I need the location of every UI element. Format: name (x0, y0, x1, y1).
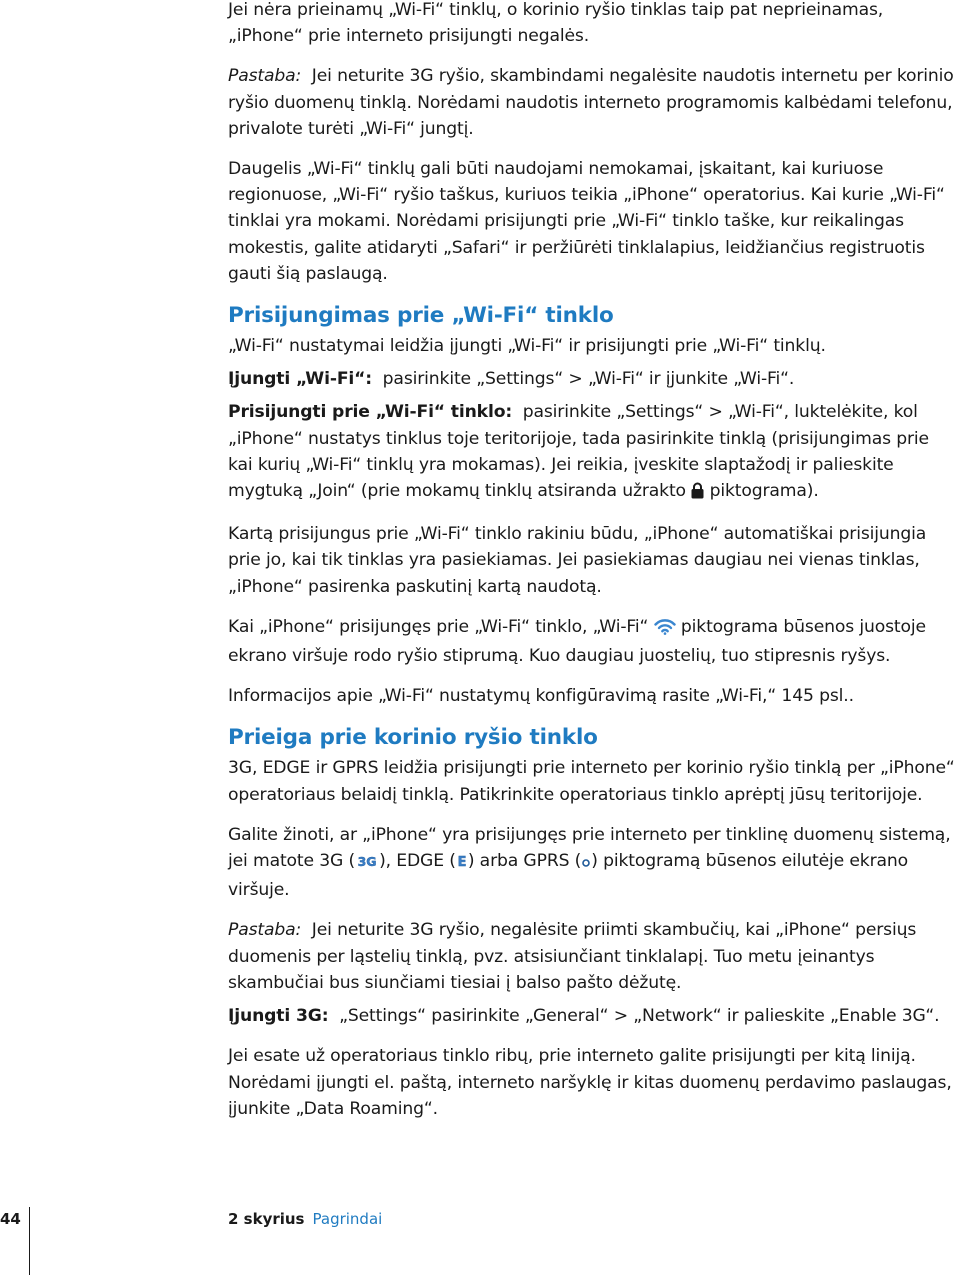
instruction-label: Įjungti 3G: (228, 1006, 329, 1027)
paragraph-note-cellular-calls (228, 917, 958, 996)
note-text: Jei neturite 3G ryšio, negalėsite priimti skambučių, kai „iPhone“ persiųs duomenis per ląstelių tinklą, pvz. atsisiunčiant tinklalapį. Tuo metu įeinantys skambučiai bus siunčiami tiesiai į balso pašto dėžutę. (228, 920, 917, 993)
lock-icon (691, 481, 704, 507)
paragraph-auto-join: Kartą prisijungus prie „Wi-Fi“ tinklo rakiniu būdu, „iPhone“ automatiškai prisijungia prie jo, kai tik tinklas yra pasiekiamas. Jei pasiekiamas daugiau nei vienas tinklas, „iPhone“ pasirenka paskutinį kartą naudotą. (228, 524, 927, 597)
paragraph-data-roaming: Jei esate už operatoriaus tinklo ribų, prie interneto galite prisijungti per kitą liniją. Norėdami įjungti el. paštą, interneto naršyklę ir kitas duomenų perdavimo paslaugas, įjunkite „Data Roaming“. (228, 1046, 952, 1119)
instruction-turn-on-wifi (228, 366, 958, 392)
paragraph-status-icons (228, 822, 958, 904)
page-content (228, 0, 958, 1136)
instruction-text: pasirinkite „Settings“ > „Wi-Fi“ ir įjunkite „Wi-Fi“. (382, 369, 795, 390)
signal-text-start: Kai „iPhone“ prisijungęs prie „Wi-Fi“ tinklo, „Wi-Fi“ (228, 616, 649, 637)
instruction-text: „Settings“ pasirinkite „General“ > „Network“ ir palieskite „Enable 3G“. (339, 1006, 940, 1027)
footer-divider (29, 1207, 30, 1275)
status-text-1: Galite žinoti, ar „iPhone“ yra prisijungęs prie interneto per tinklinę duomenų sistemą, jei matote 3G ( (228, 824, 951, 872)
instruction-label: Įjungti „Wi-Fi“: (228, 369, 373, 390)
instruction-join-network (228, 399, 958, 507)
gprs-icon (581, 851, 591, 877)
edge-icon-label: E (457, 855, 467, 870)
paragraph-cellular-intro: 3G, EDGE ir GPRS leidžia prisijungti prie interneto per korinio ryšio tinklą per „iPhone“ operatoriaus belaidį tinklą. Patikrinkite operatoriaus tinklo aprėptį jūsų teritorijoje. (228, 758, 955, 805)
status-text-4: ) piktogramą būsenos eilutėje ekrano viršuje. (228, 851, 908, 901)
chapter-name: Pagrindai (312, 1210, 383, 1228)
3g-icon-label: 3G (357, 854, 377, 870)
note-label: Pastaba: (228, 920, 302, 941)
paragraph-note-3g-calls (228, 63, 958, 142)
3g-icon (355, 851, 379, 877)
paragraph-no-network: Jei nėra prieinamų „Wi-Fi“ tinklų, o korinio ryšio tinklas taip pat neprieinamas, „iPhone“ prie interneto prisijungti negalės. (228, 0, 884, 47)
instruction-text-end: piktograma). (709, 481, 819, 502)
page-number: 44 (0, 1210, 21, 1228)
instruction-enable-3g (228, 1003, 958, 1029)
signal-text-end: piktograma būsenos juostoje ekrano viršuje rodo ryšio stiprumą. Kuo daugiau juostelių, tuo stipresnis ryšys. (228, 616, 926, 667)
status-text-3: ) arba GPRS ( (467, 851, 582, 872)
section-heading-wifi: Prisijungimas prie „Wi-Fi“ tinklo (228, 303, 614, 329)
note-label: Pastaba: (228, 66, 302, 87)
chapter-label: 2 skyrius (228, 1210, 305, 1228)
wifi-icon (654, 617, 676, 643)
paragraph-wifi-settings-intro: „Wi-Fi“ nustatymai leidžia įjungti „Wi-Fi“ ir prisijungti prie „Wi-Fi“ tinklų. (228, 336, 826, 357)
chapter-footer (228, 1210, 382, 1228)
status-text-2: ), EDGE ( (379, 851, 456, 872)
section-heading-cellular: Prieiga prie korinio ryšio tinklo (228, 725, 598, 751)
note-text: Jei neturite 3G ryšio, skambindami negalėsite naudotis internetu per korinio ryšio duomenų tinklą. Norėdami naudotis interneto programomis kalbėdami telefonu, privalote turėti „Wi-Fi“ jungtį. (228, 66, 954, 139)
paragraph-more-info: Informacijos apie „Wi-Fi“ nustatymų konfigūravimą rasite „Wi-Fi,“ 145 psl.. (228, 686, 854, 707)
instruction-text: pasirinkite „Settings“ > „Wi-Fi“, luktelėkite, kol „iPhone“ nustatys tinklus toje teritorijoje, tada pasirinkite tinklą (prisijungimas prie kai kurių „Wi-Fi“ tinklų yra mokamas). Jei reikia, įveskite slaptažodį ir palieskite mygtuką „Join“ (prie mokamų tinklų atsiranda užrakto (228, 402, 929, 502)
paragraph-signal-strength (228, 614, 958, 669)
instruction-label: Prisijungti prie „Wi-Fi“ tinklo: (228, 402, 513, 423)
edge-icon (456, 851, 468, 877)
paragraph-free-wifi: Daugelis „Wi-Fi“ tinklų gali būti naudojami nemokamai, įskaitant, kai kuriuose regionuose, „Wi-Fi“ ryšio taškus, kuriuos teikia „iPhone“ operatorius. Kai kurie „Wi-Fi“ tinklai yra mokami. Norėdami prisijungti prie „Wi-Fi“ tinklo taške, kur reikalingas mokestis, galite atidaryti „Safari“ ir peržiūrėti tinklalapius, leidžiančius registruotis gauti šią paslaugą. (228, 159, 945, 284)
